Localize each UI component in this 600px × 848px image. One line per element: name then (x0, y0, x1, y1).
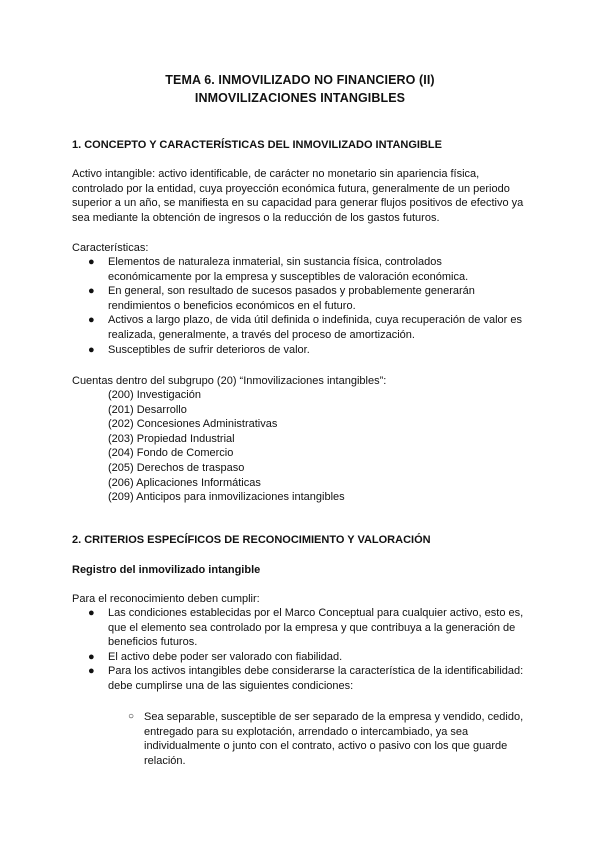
accounts-list (108, 388, 345, 505)
section1-heading: 1. CONCEPTO Y CARACTERÍSTICAS DEL INMOVILIZADO INTANGIBLE (72, 139, 442, 151)
bullet-icon: ● (88, 607, 95, 619)
list-item: ● El activo debe poder ser valorado con fiabilidad. (88, 650, 343, 663)
section2-subheading: Registro del inmovilizado intangible (72, 564, 261, 576)
section2-heading: 2. CRITERIOS ESPECÍFICOS DE RECONOCIMIENTO Y VALORACIÓN (72, 534, 431, 546)
characteristics-list (72, 255, 528, 357)
list-item: ● En general, son resultado de sucesos pasados y probablemente generarán rendimientos o beneficios económicos en el futuro. (88, 285, 475, 312)
bullet-icon: ● (88, 665, 95, 678)
account-item: (202) Concesiones Administrativas (108, 418, 278, 431)
bullet-icon: ● (88, 314, 95, 327)
definition-paragraph: Activo intangible: activo identificable, de carácter no monetario sin apariencia física, controlado por la entidad, cuya proyección económica futura, generalmente de un periodo superior a un año, se manifiesta en su capacidad para generar flujos positivos de efectivo ya sea mediante la obtención de ingresos o la reducción de los gastos futuros. (72, 168, 524, 224)
list-item: ● Elementos de naturaleza inmaterial, sin sustancia física, controlados económicamente por la empresa y susceptibles de valoración económica. (88, 256, 469, 283)
characteristics-label: Características: (72, 242, 149, 254)
conditions-list (72, 606, 528, 694)
document-title-line1: TEMA 6. INMOVILIZADO NO FINANCIERO (II) (165, 73, 435, 87)
account-item: (200) Investigación (108, 389, 201, 401)
account-item: (204) Fondo de Comercio (108, 447, 234, 460)
bullet-icon: ● (88, 650, 95, 663)
subconditions-list (72, 710, 528, 768)
bullet-icon: ● (88, 285, 95, 298)
document-title-line2: INMOVILIZACIONES INTANGIBLES (194, 91, 406, 105)
list-item: ● Para los activos intangibles debe considerarse la característica de la identificabilidad: debe cumplirse una de las siguientes condiciones: (88, 665, 524, 692)
list-item: ● Susceptibles de sufrir deterioros de valor. (88, 343, 310, 356)
account-item: (206) Aplicaciones Informáticas (108, 476, 261, 489)
list-item: ● Activos a largo plazo, de vida útil definida o indefinida, cuya recuperación de valor es realizada, generalmente, a través del proceso de amortización. (88, 314, 522, 341)
bullet-icon: ● (88, 256, 95, 268)
account-item: (205) Derechos de traspaso (108, 461, 245, 474)
account-item: (203) Propiedad Industrial (108, 432, 235, 445)
bullet-icon: ● (88, 343, 95, 356)
account-item: (209) Anticipos para inmovilizaciones intangibles (108, 491, 345, 504)
list-item: ● Las condiciones establecidas por el Marco Conceptual para cualquier activo, esto es, que el elemento sea controlado por la empresa y que contribuya a la generación de beneficios futuros. (88, 607, 524, 649)
circle-bullet-icon: ○ (128, 711, 135, 722)
accounts-label: Cuentas dentro del subgrupo (20) “Inmovilizaciones intangibles”: (72, 375, 387, 387)
list-item: ○ Sea separable, susceptible de ser separado de la empresa y vendido, cedido, entregado para su explotación, arrendado o intercambiado, ya sea individualmente o junto con el contrato, activo o pasivo con los que guarde relación. (128, 711, 524, 767)
account-item: (201) Desarrollo (108, 403, 187, 416)
recognition-intro: Para el reconocimiento deben cumplir: (72, 593, 260, 605)
